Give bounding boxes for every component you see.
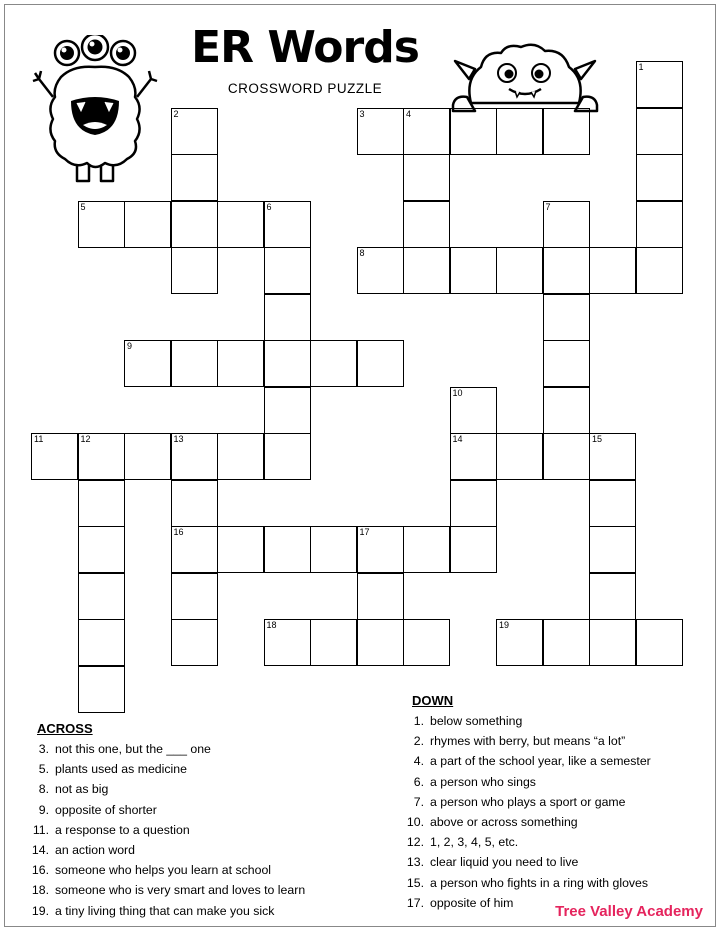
clue-text: a part of the school year, like a semester — [430, 754, 651, 769]
clue-text: a person who fights in a ring with gloves — [430, 875, 649, 890]
crossword-cell — [589, 619, 636, 666]
crossword-cell — [217, 526, 264, 573]
cell-number: 11 — [34, 434, 44, 444]
clue-text: a person who plays a sport or game — [430, 794, 626, 809]
crossword-cell — [543, 294, 590, 341]
crossword-cell — [450, 247, 497, 294]
crossword-cell — [357, 619, 404, 666]
crossword-cell — [124, 201, 171, 248]
crossword-cell — [171, 619, 218, 666]
clue-item — [27, 840, 305, 860]
clue-number: 17. — [406, 895, 424, 910]
crossword-cell — [310, 619, 357, 666]
cell-number: 4 — [406, 108, 412, 119]
clue-item — [27, 880, 305, 900]
cell-number: 1 — [638, 62, 644, 72]
crossword-cell — [450, 433, 497, 480]
clue-number: 1. — [413, 714, 424, 728]
crossword-cell — [636, 61, 683, 108]
clue-number: 10. — [406, 815, 424, 830]
crossword-cell — [310, 526, 357, 573]
crossword-cell — [264, 247, 311, 294]
clue-item — [402, 751, 651, 771]
crossword-cell — [496, 247, 543, 294]
clue-text: someone who is very smart and loves to learn — [55, 883, 306, 898]
clue-item — [402, 873, 651, 893]
crossword-cell — [264, 387, 311, 434]
crossword-cell — [124, 433, 171, 480]
clue-item — [402, 792, 651, 812]
clue-number: 12. — [406, 835, 424, 850]
clue-number: 19. — [31, 903, 49, 918]
down-heading: DOWN — [412, 693, 454, 708]
crossword-cell — [171, 526, 218, 573]
clue-item — [402, 711, 651, 731]
cell-number: 2 — [173, 108, 179, 119]
crossword-cell — [171, 154, 218, 201]
crossword-cell — [78, 573, 125, 620]
crossword-cell — [589, 573, 636, 620]
crossword-cell — [78, 480, 125, 527]
crossword-cell — [171, 480, 218, 527]
crossword-cell — [636, 154, 683, 201]
clue-number: 8. — [38, 782, 49, 797]
clue-text: a person who sings — [430, 774, 536, 789]
crossword-cell — [496, 619, 543, 666]
crossword-cell — [357, 340, 404, 387]
crossword-cell — [264, 294, 311, 341]
crossword-cell — [450, 108, 497, 155]
cell-number: 6 — [266, 201, 272, 212]
clue-text: above or across something — [430, 815, 578, 830]
cell-number: 18 — [266, 620, 277, 630]
crossword-cell — [543, 340, 590, 387]
crossword-cell — [543, 108, 590, 155]
crossword-cell — [78, 433, 125, 480]
crossword-cell — [264, 433, 311, 480]
brand-label: Tree Valley Academy — [555, 903, 703, 920]
crossword-cell — [543, 433, 590, 480]
crossword-cell — [264, 201, 311, 248]
clue-number: 2. — [413, 734, 424, 749]
crossword-cell — [636, 108, 683, 155]
cell-number: 12 — [80, 434, 91, 444]
crossword-cell — [171, 573, 218, 620]
crossword-cell — [450, 387, 497, 434]
crossword-cell — [543, 619, 590, 666]
clue-number: 16. — [31, 863, 49, 878]
clue-number: 15. — [406, 875, 424, 890]
clue-item — [402, 731, 651, 751]
clue-number: 14. — [31, 843, 49, 858]
cell-number: 8 — [359, 248, 365, 258]
crossword-cell — [217, 201, 264, 248]
crossword-cell — [264, 619, 311, 666]
crossword-cell — [357, 573, 404, 620]
clue-number: 3. — [38, 742, 49, 756]
crossword-cell — [31, 433, 78, 480]
crossword-cell — [589, 480, 636, 527]
clue-item — [27, 860, 305, 880]
clue-text: a response to a question — [55, 822, 190, 837]
crossword-cell — [636, 247, 683, 294]
crossword-cell — [357, 108, 404, 155]
cell-number: 13 — [173, 434, 184, 444]
clue-text: not as big — [55, 782, 109, 797]
clue-number: 13. — [406, 855, 424, 870]
crossword-cell — [403, 108, 450, 155]
clue-item — [27, 800, 305, 820]
crossword-cell — [78, 201, 125, 248]
cell-number: 9 — [127, 341, 133, 351]
crossword-cell — [589, 526, 636, 573]
crossword-cell — [543, 387, 590, 434]
cell-number: 3 — [359, 108, 365, 119]
crossword-cell — [450, 526, 497, 573]
crossword-cell — [543, 247, 590, 294]
crossword-cell — [78, 526, 125, 573]
clue-number: 11. — [32, 822, 49, 837]
crossword-cell — [589, 433, 636, 480]
crossword-cell — [171, 247, 218, 294]
clue-item — [402, 832, 651, 852]
clue-item — [27, 779, 305, 799]
crossword-cell — [496, 108, 543, 155]
clue-text: not this one, but the ___ one — [55, 742, 211, 756]
cell-number: 16 — [173, 527, 184, 537]
crossword-cell — [217, 433, 264, 480]
page-subtitle: CROSSWORD PUZZLE — [227, 81, 383, 96]
cell-number: 14 — [452, 434, 463, 444]
crossword-cell — [450, 480, 497, 527]
crossword-cell — [264, 340, 311, 387]
crossword-cell — [403, 201, 450, 248]
worksheet-page — [4, 4, 716, 927]
clue-number: 4. — [413, 754, 424, 769]
clue-item — [27, 820, 305, 840]
crossword-cell — [636, 619, 683, 666]
crossword-cell — [171, 108, 218, 155]
crossword-cell — [124, 340, 171, 387]
crossword-cell — [310, 340, 357, 387]
clue-number: 18. — [31, 883, 49, 898]
crossword-cell — [171, 201, 218, 248]
cell-number: 17 — [359, 527, 370, 537]
clue-text: an action word — [55, 843, 135, 858]
across-heading: ACROSS — [37, 721, 93, 736]
crossword-cell — [264, 526, 311, 573]
clue-item — [402, 852, 651, 872]
crossword-cell — [357, 247, 404, 294]
crossword-cell — [78, 619, 125, 666]
clue-number: 6. — [413, 774, 424, 789]
crossword-cell — [171, 433, 218, 480]
clue-number: 9. — [38, 802, 49, 817]
crossword-cell — [403, 154, 450, 201]
crossword-cell — [543, 201, 590, 248]
cell-number: 5 — [80, 201, 86, 212]
crossword-cell — [217, 340, 264, 387]
clue-text: below something — [430, 714, 523, 728]
clue-number: 7. — [413, 794, 424, 809]
clue-text: opposite of him — [430, 895, 514, 910]
clue-text: rhymes with berry, but means “a lot” — [430, 734, 626, 749]
cell-number: 10 — [452, 387, 463, 398]
cell-number: 15 — [592, 434, 603, 444]
clue-text: 1, 2, 3, 4, 5, etc. — [430, 835, 519, 850]
crossword-cell — [496, 433, 543, 480]
crossword-cell — [357, 526, 404, 573]
clue-text: plants used as medicine — [55, 762, 187, 777]
clue-item — [27, 739, 305, 759]
clue-text: opposite of shorter — [55, 802, 157, 817]
across-clue-list — [27, 739, 305, 921]
clue-text: a tiny living thing that can make you sick — [55, 903, 275, 918]
crossword-cell — [589, 247, 636, 294]
cell-number: 19 — [499, 620, 510, 630]
clue-text: someone who helps you learn at school — [55, 863, 272, 878]
clue-item — [27, 901, 305, 921]
page-title: ER Words — [191, 22, 419, 73]
clue-number: 5. — [38, 762, 49, 777]
clue-item — [402, 812, 651, 832]
crossword-cell — [171, 340, 218, 387]
clue-item — [27, 759, 305, 779]
clue-text: clear liquid you need to live — [430, 855, 579, 870]
cell-number: 7 — [545, 201, 551, 212]
crossword-cell — [78, 666, 125, 713]
crossword-cell — [403, 526, 450, 573]
crossword-cell — [403, 247, 450, 294]
three-eyed-monster-icon — [31, 35, 159, 185]
clue-item — [402, 772, 651, 792]
down-clue-list — [402, 711, 651, 913]
crossword-cell — [636, 201, 683, 248]
crossword-cell — [403, 619, 450, 666]
